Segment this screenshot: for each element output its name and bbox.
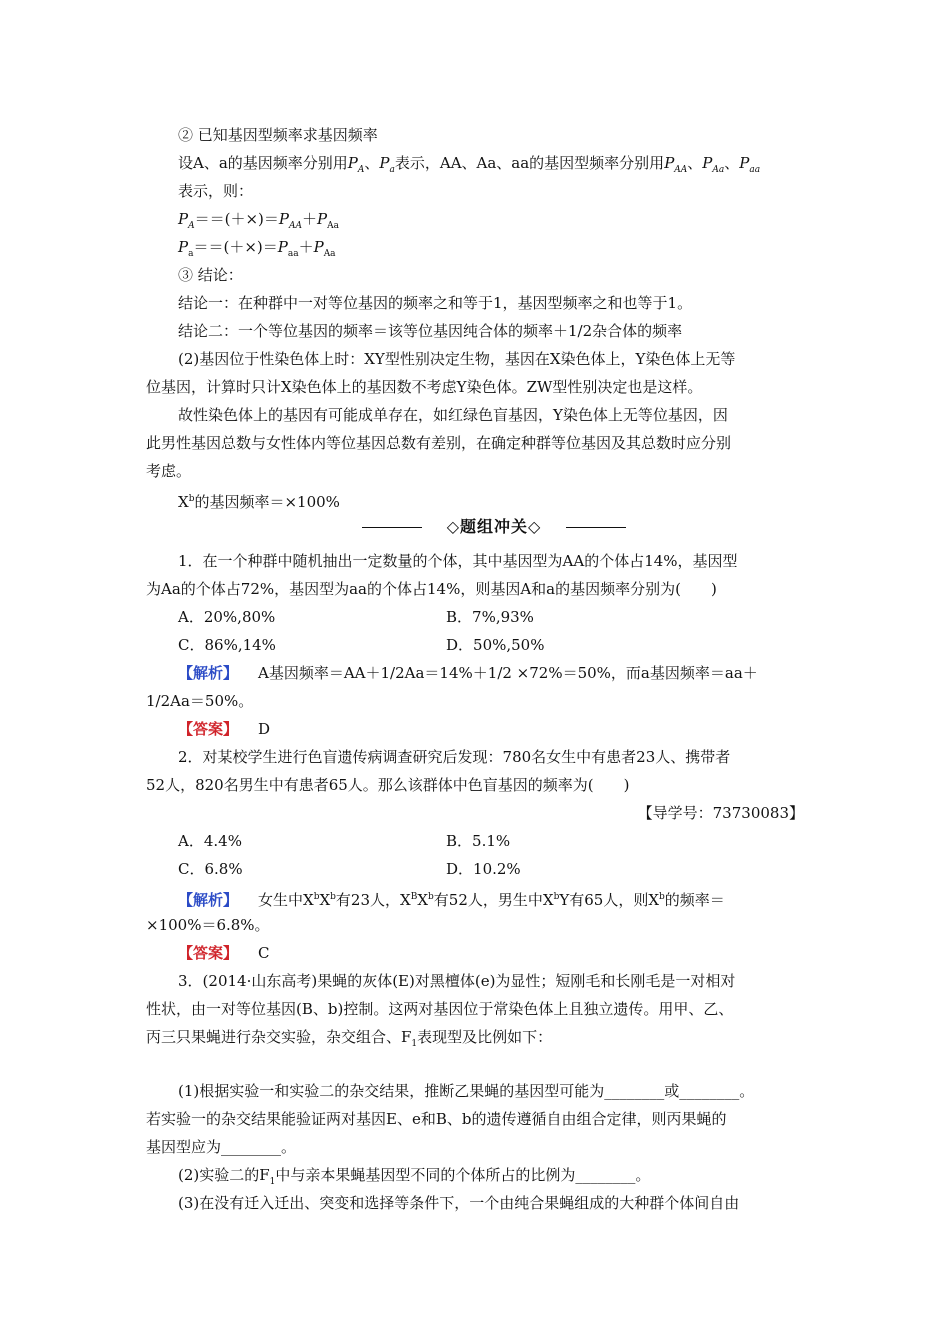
q3-subquestion-1: (1)根据实验一和实验二的杂交结果，推断乙果蝇的基因型可能为________或________。 [178, 1082, 755, 1100]
q2-option-d: D．10.2% [446, 860, 521, 878]
subsection-heading-2: ② 已知基因型频率求基因频率 [178, 126, 378, 144]
q1-option-d: D．50%,50% [446, 636, 545, 654]
paragraph-line: 位基因，计算时只计X染色体上的基因数不考虑Y染色体。ZW型性别决定也是这样。 [146, 378, 703, 396]
question-1-stem: 为Aa的个体占72%，基因型为aa的个体占14%，则基因A和a的基因频率分别为( ) [146, 580, 717, 598]
paragraph-line: 表示，则： [178, 182, 254, 200]
q1-analysis: 【解析】 A基因频率＝AA＋1/2Aa＝14%＋1/2 ×72%＝50%，而a基因频率＝aa＋ [178, 664, 758, 682]
paragraph-line: 故性染色体上的基因有可能成单存在，如红绿色盲基因，Y染色体上无等位基因，因 [178, 406, 728, 424]
q3-subquestion-1-cont: 若实验一的杂交结果能验证两对基因E、e和B、b的遗传遵循自由组合定律，则丙果蝇的 [146, 1110, 727, 1128]
subsection-heading-3: ③ 结论： [178, 266, 243, 284]
question-2-stem: 2．对某校学生进行色盲遗传病调查研究后发现：780名女生中有患者23人、携带者 [178, 748, 731, 766]
question-3-stem: 3．(2014·山东高考)果蝇的灰体(E)对黑檀体(e)为显性；短刚毛和长刚毛是一对相对 [178, 972, 736, 990]
q2-option-c: C．6.8% [178, 860, 243, 878]
equation-PA: $P_A==(+\times)=P_{AA}+P_{Aa}$ [178, 210, 339, 231]
q2-analysis-cont: ×100%＝6.8%。 [146, 916, 270, 934]
conclusion-1: 结论一：在种群中一对等位基因的频率之和等于1，基因型频率之和也等于1。 [178, 294, 693, 312]
q1-option-b: B．7%,93% [446, 608, 534, 626]
q1-answer: 【答案】 D [178, 720, 271, 738]
analysis-label: 【解析】 [178, 664, 239, 682]
q3-subquestion-3: (3)在没有迁入迁出、突变和选择等条件下，一个由纯合果蝇组成的大种群个体间自由 [178, 1194, 740, 1212]
q3-subquestion-2: (2)实验二的$F_1$中与亲本果蝇基因型不同的个体所占的比例为________。 [178, 1166, 651, 1187]
study-code: 【导学号：73730083】 [637, 804, 804, 822]
paragraph-line: 设A、a的基因频率分别用$P_A$、$P_a$表示，AA、Aa、aa的基因型频率分别用$P_{AA}$、$P_{Aa}$、$P_{aa}$ [178, 154, 761, 175]
divider-rule-right [566, 527, 626, 528]
equation-Pa: $P_a==(+\times)=P_{aa}+P_{Aa}$ [178, 238, 336, 259]
answer-label: 【答案】 [178, 944, 239, 962]
section-title: ◇题组冲关◇ [446, 517, 542, 536]
q2-option-b: B．5.1% [446, 832, 511, 850]
question-3-stem: 丙三只果蝇进行杂交实验，杂交组合、$F_1$表现型及比例如下： [146, 1028, 553, 1049]
paragraph-line: 考虑。 [146, 462, 192, 480]
paragraph-line: (2)基因位于性染色体上时：XY型性别决定生物，基因在X染色体上，Y染色体上无等 [178, 350, 736, 368]
question-3-stem: 性状，由一对等位基因(B、b)控制。这两对基因位于常染色体上且独立遗传。用甲、乙、 [146, 1000, 734, 1018]
q1-option-c: C．86%,14% [178, 636, 276, 654]
question-1-stem: 1．在一个种群中随机抽出一定数量的个体，其中基因型为AA的个体占14%，基因型 [178, 552, 738, 570]
conclusion-2: 结论二：一个等位基因的频率＝该等位基因纯合体的频率＋1/2杂合体的频率 [178, 322, 683, 340]
section-divider [362, 516, 626, 538]
xb-formula: $X^b$的基因频率＝×100% [178, 493, 340, 511]
q2-analysis: 【解析】 女生中$X^bX^b$有23人，$X^BX^b$有52人，男生中$X^bY$有65人，则$X^b$的频率＝ [178, 891, 725, 909]
divider-rule-left [362, 527, 422, 528]
q1-analysis-cont: 1/2Aa＝50%。 [146, 692, 254, 710]
answer-label: 【答案】 [178, 720, 239, 738]
paragraph-line: 此男性基因总数与女性体内等位基因总数有差别，在确定种群等位基因及其总数时应分别 [146, 434, 732, 452]
q2-answer: 【答案】 C [178, 944, 270, 962]
q3-subquestion-1-cont: 基因型应为________。 [146, 1138, 297, 1156]
q1-option-a: A．20%,80% [178, 608, 276, 626]
q2-option-a: A．4.4% [178, 832, 242, 850]
question-2-stem: 52人，820名男生中有患者65人。那么该群体中色盲基因的频率为( ) [146, 776, 630, 794]
analysis-label: 【解析】 [178, 891, 239, 909]
